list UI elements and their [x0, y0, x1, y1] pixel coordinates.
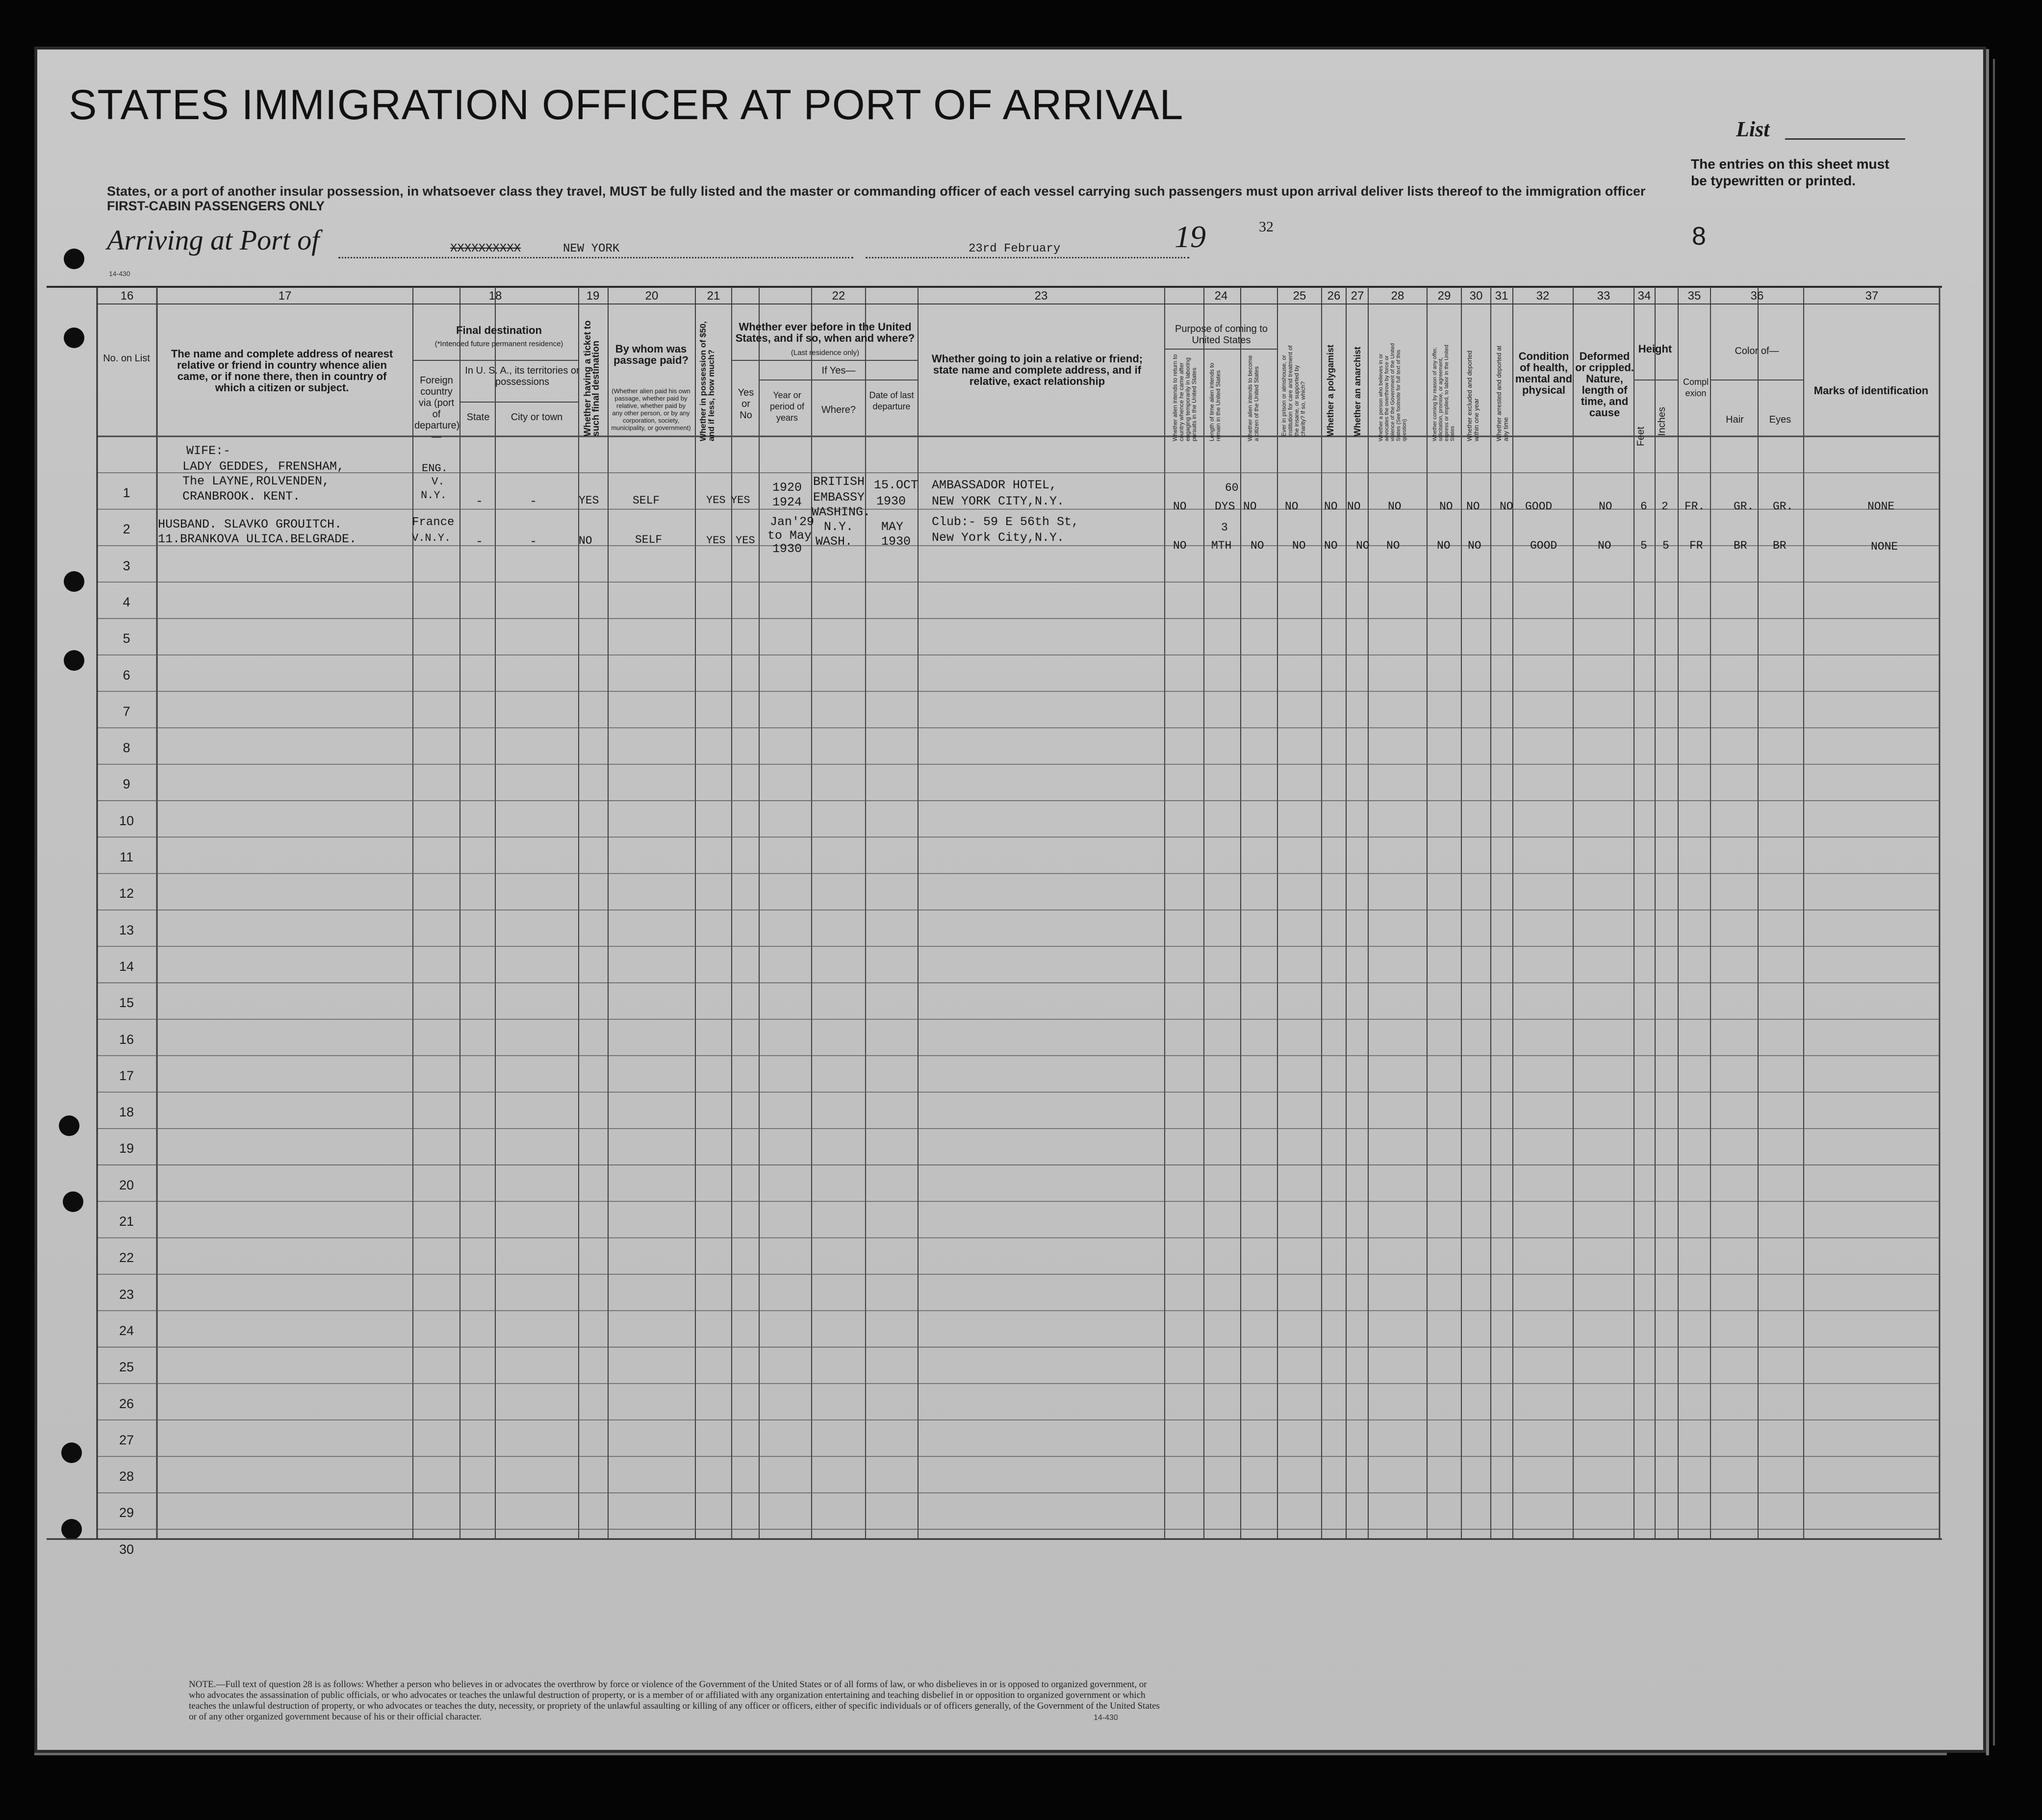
- form-class-note: FIRST-CABIN PASSENGERS ONLY: [107, 199, 325, 213]
- ticket-cell: NO: [579, 534, 592, 547]
- length-line: DYS: [1215, 500, 1235, 513]
- inches-cell: 2: [1661, 500, 1668, 513]
- header-polygamist: Whether a polygamist: [1326, 344, 1335, 436]
- header-anarchist: Whether an anarchist: [1353, 346, 1362, 436]
- header-feet: Feet: [1635, 427, 1646, 447]
- form-code: 14-430: [109, 270, 130, 278]
- header-offer: Whether coming by reason of any offer, solicitation, promise, or agreement, express or implied, to labor in the United States: [1432, 345, 1455, 441]
- header-foreign-country: Foreign country via (port of departure)—: [414, 375, 460, 442]
- column-number: 21: [707, 289, 720, 303]
- arriving-label: Arriving at Port of: [107, 224, 320, 256]
- citizen-cell: NO: [1243, 500, 1257, 513]
- footer-code: 14-430: [1094, 1714, 1118, 1722]
- row-number: 24: [119, 1323, 134, 1338]
- inches-cell: 5: [1662, 539, 1669, 552]
- header-color-of: Color of—: [1735, 346, 1779, 356]
- city-cell: -: [530, 534, 537, 549]
- header-nearest-relative: The name and complete address of nearest relative or friend in country whence alien came, or if none there, then in country of which a citizen or subject.: [171, 348, 393, 394]
- column-number: 25: [1293, 289, 1306, 303]
- departure-line: 15.OCT: [874, 478, 919, 492]
- year-prefix: 19: [1174, 219, 1206, 254]
- row-number: 10: [119, 813, 134, 828]
- header-joining: Whether going to join a relative or friend; state name and complete address, and if relative, exact relationship: [931, 353, 1143, 387]
- arrival-date: 23rd February: [969, 242, 1061, 255]
- column-number: 33: [1597, 289, 1610, 303]
- marks-cell: NONE: [1867, 500, 1895, 513]
- where-line: BRITISH: [813, 475, 865, 489]
- return-cell: NO: [1173, 539, 1187, 552]
- row-number: 11: [119, 850, 134, 864]
- relative-line: 11.BRANKOVA ULICA.BELGRADE.: [158, 532, 357, 546]
- where-line: EMBASSY: [813, 490, 865, 505]
- column-number: 22: [832, 289, 845, 303]
- header-final-destination: Final destination: [456, 324, 542, 336]
- column-number: 18: [488, 289, 502, 303]
- column-number: 31: [1495, 289, 1508, 303]
- entries-note-line: The entries on this sheet must: [1691, 156, 1889, 172]
- eyes-cell: GR.: [1773, 500, 1793, 513]
- fifty-cell: YES: [706, 494, 726, 506]
- marks-cell: NONE: [1871, 540, 1898, 553]
- prison-cell: NO: [1285, 500, 1299, 513]
- list-label: List: [1736, 117, 1770, 141]
- row-number: 19: [119, 1141, 134, 1156]
- header-last-residence: (Last residence only): [791, 349, 860, 357]
- arrested-cell: NO: [1500, 500, 1513, 513]
- where-line: N.Y.: [824, 520, 854, 534]
- row-number: 18: [119, 1105, 134, 1120]
- header-final-destination-note: (*Intended future permanent residence): [434, 340, 563, 348]
- header-state: State: [466, 412, 490, 423]
- row-number: 20: [119, 1177, 134, 1192]
- row-number: 16: [119, 1032, 134, 1047]
- before-cell: YES: [731, 494, 750, 506]
- row-number: 30: [119, 1542, 134, 1557]
- q28-cell: NO: [1388, 500, 1402, 513]
- state-cell: -: [476, 494, 484, 508]
- length-line: 3: [1221, 521, 1228, 534]
- departure-line: MAY: [881, 520, 904, 534]
- prison-cell: NO: [1292, 539, 1306, 552]
- years-line: 1920: [772, 480, 802, 495]
- return-cell: NO: [1173, 500, 1187, 513]
- year-suffix: 32: [1259, 219, 1274, 235]
- header-excluded: Whether excluded and deported within one year: [1466, 350, 1480, 441]
- header-prison: Ever in prison or almshouse, or institution for care and treatment of the insane, or supported by charity? If so, which?: [1280, 345, 1306, 436]
- anarchist-cell: NO: [1347, 500, 1361, 513]
- city-cell: -: [530, 494, 537, 508]
- header-purpose-length: Length of time alien intends to remain in the United States: [1208, 362, 1222, 441]
- header-no-on-list: No. on List: [103, 353, 150, 364]
- header-ticket: Whether having a ticket to such final destination: [583, 320, 601, 436]
- column-number: 34: [1637, 289, 1651, 303]
- q28-cell: NO: [1386, 539, 1400, 552]
- header-purpose-return: Whether alien intends to return to country whence he came after engaging temporarily in laboring pursuits in the United States: [1172, 354, 1198, 441]
- form-title: STATES IMMIGRATION OFFICER AT PORT OF ARRIVAL: [69, 81, 1184, 128]
- header-purpose-citizen: Whether alien intends to become a citizen of the United States: [1247, 355, 1260, 441]
- header-eyes: Eyes: [1769, 414, 1791, 425]
- column-number: 36: [1750, 289, 1764, 303]
- header-inches: Inches: [1657, 407, 1667, 436]
- row-number: 26: [119, 1396, 134, 1411]
- row-number: 29: [119, 1505, 134, 1520]
- row-number: 4: [123, 594, 130, 609]
- health-cell: GOOD: [1525, 500, 1553, 513]
- years-line: Jan'29: [770, 515, 815, 529]
- joining-line: AMBASSADOR HOTEL,: [932, 478, 1057, 492]
- excluded-cell: NO: [1466, 500, 1480, 513]
- column-number: 29: [1437, 289, 1451, 303]
- header-usa: In U. S. A., its territories or possessions: [465, 365, 580, 387]
- foreign-country-line: France: [412, 516, 455, 529]
- header-health: Condition of health, mental and physical: [1515, 350, 1573, 396]
- feet-cell: 6: [1640, 500, 1647, 513]
- offer-cell: NO: [1437, 539, 1451, 552]
- hair-cell: BR: [1734, 539, 1747, 552]
- fifty-cell: YES: [706, 534, 726, 547]
- row-number: 27: [119, 1432, 134, 1447]
- header-q28: Whether a person who believes in or advocates the overthrow by force or violence of the Government of the United States (See footnote for full text of this question): [1378, 343, 1407, 441]
- row-number: 28: [119, 1469, 134, 1484]
- years-line: 1924: [772, 495, 802, 509]
- row-number: 25: [119, 1360, 134, 1375]
- where-line: WASHING.: [812, 505, 871, 519]
- column-number: 19: [586, 289, 600, 303]
- header-if-yes: If Yes—: [821, 365, 856, 376]
- header-ever-before: Whether ever before in the United States, and if so, when and where?: [735, 321, 915, 344]
- column-number: 17: [278, 289, 292, 303]
- feet-cell: 5: [1640, 539, 1647, 552]
- joining-line: Club:- 59 E 56th St,: [932, 515, 1079, 529]
- years-line: to May: [767, 529, 812, 543]
- citizen-cell: NO: [1251, 539, 1264, 552]
- row-number: 3: [123, 558, 130, 573]
- column-number: 27: [1351, 289, 1364, 303]
- relative-line: CRANBROOK. KENT.: [182, 489, 301, 504]
- polygamist-cell: NO: [1324, 539, 1338, 552]
- header-yes-no: Yes or No: [738, 387, 754, 421]
- header-hair: Hair: [1726, 414, 1744, 425]
- relative-line: WIFE:-: [186, 444, 231, 458]
- header-year-period: Year or period of years: [769, 390, 805, 423]
- column-number: 37: [1865, 289, 1879, 303]
- ticket-cell: YES: [579, 494, 599, 507]
- header-complexion: Complexion: [1683, 377, 1709, 398]
- deformed-cell: NO: [1599, 500, 1612, 513]
- health-cell: GOOD: [1530, 539, 1557, 552]
- column-number: 28: [1391, 289, 1404, 303]
- column-number: 35: [1687, 289, 1701, 303]
- relative-line: HUSBAND. SLAVKO GROUITCH.: [158, 517, 342, 531]
- foreign-country-line: V.: [432, 476, 445, 488]
- header-deformed: Deformed or crippled. Nature, length of time, and cause: [1575, 350, 1634, 419]
- paid-by-cell: SELF: [635, 533, 663, 546]
- row-number: 5: [123, 631, 130, 646]
- header-city: City or town: [510, 412, 563, 423]
- anarchist-cell: NO: [1356, 539, 1370, 552]
- complexion-cell: FR: [1689, 539, 1703, 552]
- foreign-country-line: V.N.Y.: [412, 532, 451, 544]
- row-number: 6: [123, 667, 130, 682]
- header-height: Height: [1638, 343, 1672, 355]
- row-number: 15: [119, 995, 134, 1011]
- row-number: 13: [119, 922, 134, 937]
- paid-by-cell: SELF: [633, 494, 660, 507]
- header-marks: Marks of identification: [1813, 384, 1929, 397]
- joining-line: New York City,N.Y.: [932, 531, 1065, 545]
- header-passage-paid: By whom was passage paid?: [613, 343, 689, 366]
- port-of-arrival: NEW YORK: [563, 242, 620, 255]
- sheet-number: 8: [1692, 222, 1706, 251]
- foreign-country-line: ENG.: [422, 462, 448, 475]
- departure-line: 1930: [876, 494, 906, 508]
- row-number: 7: [123, 704, 130, 719]
- header-fifty-dollars: Whether in possession of $50, and if less, how much?: [698, 321, 716, 441]
- column-number: 23: [1034, 289, 1048, 303]
- row-number: 1: [123, 485, 130, 500]
- where-line: WASH.: [816, 534, 853, 549]
- row-number: 22: [119, 1250, 134, 1265]
- departure-line: 1930: [881, 534, 911, 549]
- foreign-country-line: N.Y.: [421, 489, 447, 502]
- header-passage-note: (Whether alien paid his own passage, whether paid by relative, whether paid by any other person, or by any corporation, society, municipality, or government): [611, 387, 691, 431]
- relative-line: LADY GEDDES, FRENSHAM,: [182, 459, 345, 474]
- eyes-cell: BR: [1773, 539, 1787, 552]
- hair-cell: GR.: [1734, 500, 1754, 513]
- row-number: 17: [119, 1068, 134, 1083]
- entries-note-line: be typewritten or printed.: [1691, 173, 1856, 188]
- form-instructions: States, or a port of another insular possession, in whatsoever class they travel, MUST be fully listed and the master or commanding officer of each vessel carrying such passengers must upon arrival deliver lists thereof to the immigration officer: [107, 184, 1646, 199]
- column-number: 20: [645, 289, 659, 303]
- struck-port: XXXXXXXXXX: [450, 242, 521, 255]
- header-last-departure: Date of last departure: [869, 390, 914, 411]
- complexion-cell: FR.: [1685, 500, 1705, 513]
- column-number: 30: [1469, 289, 1483, 303]
- header-arrested: Whether arrested and deported at any time: [1495, 345, 1509, 441]
- years-line: 1930: [772, 542, 802, 556]
- joining-line: NEW YORK CITY,N.Y.: [932, 494, 1065, 508]
- column-number: 24: [1214, 289, 1228, 303]
- footnote: NOTE.—Full text of question 28 is as follows: Whether a person who believes in or advocates the overthrow by force or violence of the Government of the United States or of all forms of law, or who disbelieves in or is opposed to organized government, or who advocates the assassination of public officials, or who advocates or teaches the unlawful destruction of property, or is a member of or affiliated with any organization entertaining and teaching disbelief in or opposition to organized government or which teaches the unlawful destruction of property, or who advocates or teaches the duty, necessity, or propriety of the unlawful assaulting or killing of any officer or officers, either of specific individuals or of officers generally, of the Government of the United States or of any other organized government because of his or their official character.: [189, 1679, 1160, 1722]
- row-number: 8: [123, 740, 130, 756]
- row-number: 14: [119, 959, 134, 974]
- before-cell: YES: [736, 534, 755, 547]
- row-number: 23: [119, 1287, 134, 1302]
- length-line: MTH: [1211, 539, 1232, 552]
- offer-cell: NO: [1439, 500, 1453, 513]
- header-where: Where?: [821, 404, 856, 415]
- row-number: 9: [123, 777, 130, 792]
- polygamist-cell: NO: [1324, 500, 1338, 513]
- row-number: 12: [119, 886, 134, 901]
- row-number: 21: [119, 1214, 134, 1229]
- length-line: 60: [1225, 481, 1239, 494]
- column-number: 32: [1536, 289, 1550, 303]
- column-number: 16: [120, 289, 134, 303]
- state-cell: -: [476, 534, 484, 549]
- row-number: 2: [123, 522, 130, 537]
- header-purpose: Purpose of coming to United States: [1175, 324, 1268, 346]
- column-number: 26: [1327, 289, 1341, 303]
- relative-line: The LAYNE,ROLVENDEN,: [182, 474, 330, 488]
- deformed-cell: NO: [1598, 539, 1611, 552]
- excluded-cell: NO: [1468, 539, 1481, 552]
